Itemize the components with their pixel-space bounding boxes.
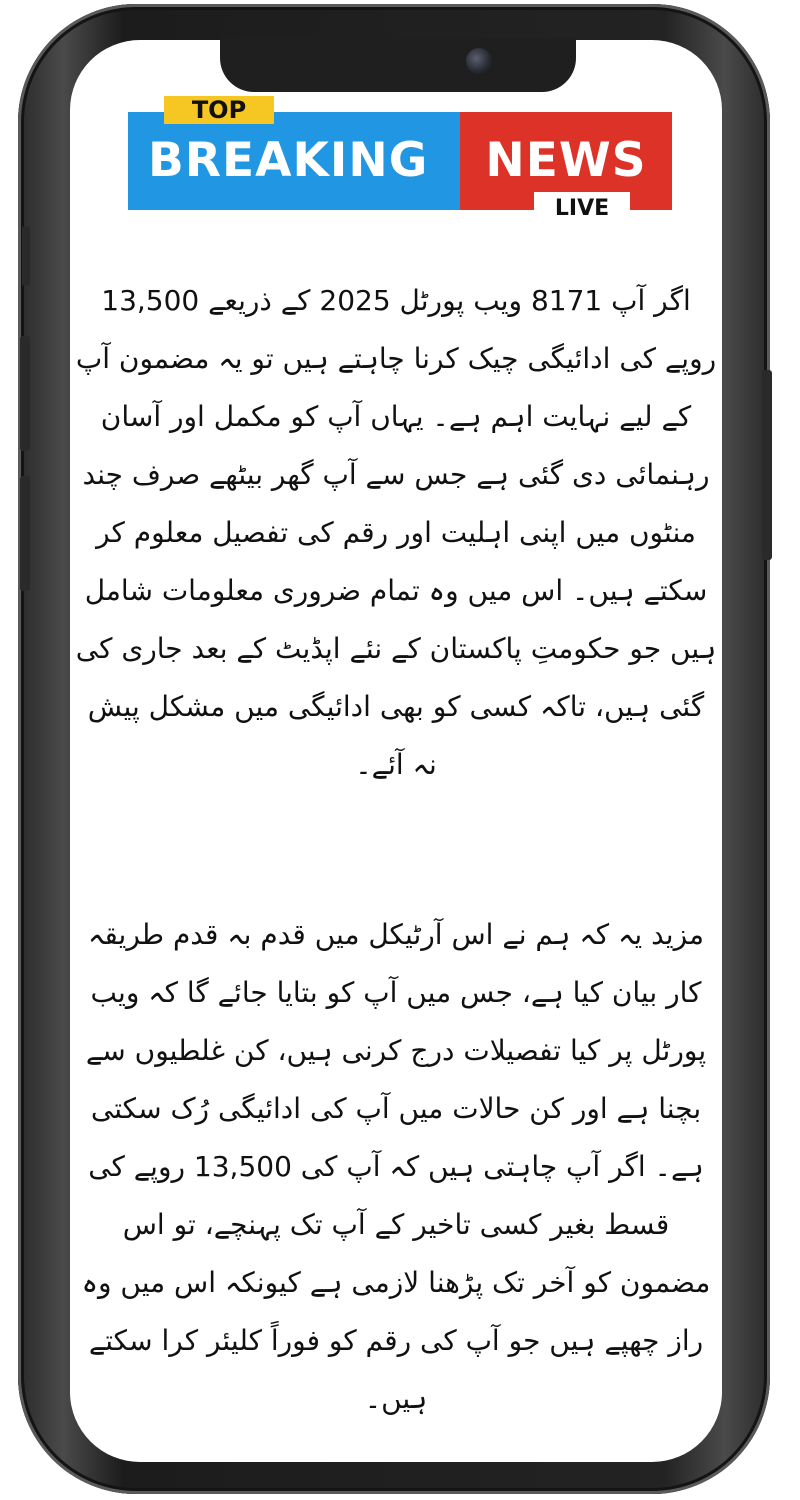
volume-up-button [20,336,30,451]
article-paragraph-1: اگر آپ 8171 ویب پورٹل 2025 کے ذریعے 13,500 روپے کی ادائیگی چیک کرنا چاہتے ہیں تو یہ مضمون آپ کے لیے نہایت اہم ہے۔ یہاں آپ کو مکمل اور آسان رہنمائی دی گئی ہے جس سے آپ گھر بیٹھے صرف چند منٹوں میں اپنی اہلیت اور رقم کی تفصیل معلوم کر سکتے ہیں۔ اس میں وہ تمام ضروری معلومات شامل ہیں جو حکومتِ پاکستان کے نئے اپڈیٹ کے بعد جاری کی گئی ہیں، تاکہ کسی کو بھی ادائیگی میں مشکل پیش نہ آئے۔ [75,284,717,781]
banner-live-tag: LIVE [534,192,630,226]
volume-down-button [20,476,30,591]
front-camera-icon [466,48,492,74]
banner-breaking-text: BREAKING [148,133,429,188]
article-body [74,272,718,1428]
mute-switch [22,226,30,286]
breaking-news-banner [128,96,672,226]
banner-news-text: NEWS [485,133,647,188]
article-paragraph-2: مزید یہ کہ ہم نے اس آرٹیکل میں قدم بہ قدم طریقہ کار بیان کیا ہے، جس میں آپ کو بتایا جائے گا کہ ویب پورٹل پر کیا تفصیلات درج کرنی ہیں، کن غلطیوں سے بچنا ہے اور کن حالات میں آپ کی ادائیگی رُک سکتی ہے۔ اگر آپ چاہتی ہیں کہ آپ کی 13,500 روپے کی قسط بغیر کسی تاخیر کے آپ تک پہنچے، تو اس مضمون کو آخر تک پڑھنا لازمی ہے کیونکہ اس میں وہ راز چھپے ہیں جو آپ کی رقم کو فوراً کلیئر کرا سکتے ہیں۔ [81,918,711,1415]
power-button [762,370,772,560]
banner-top-tag: TOP [164,96,274,124]
notch [220,38,576,92]
